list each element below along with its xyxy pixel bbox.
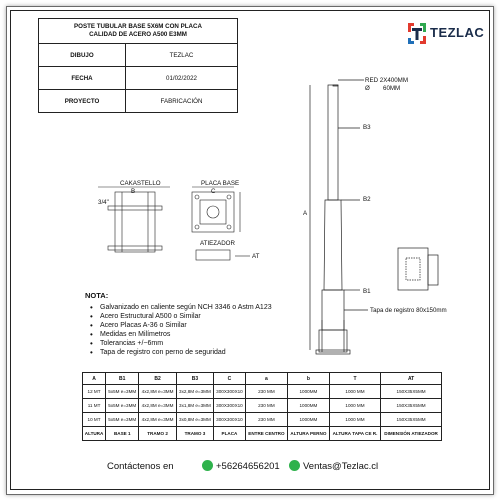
table-cell: 3x0,8M e=3MM	[176, 413, 213, 427]
col-a: A	[83, 373, 106, 385]
footer-cell: ALTURA	[83, 427, 106, 441]
spec-table	[82, 372, 442, 441]
proyecto-key: PROYECTO	[39, 90, 126, 113]
b2-label: B2	[363, 196, 371, 203]
col-a-small: a	[245, 373, 287, 385]
contact-label: Contáctenos en	[107, 461, 174, 472]
b3-label: B3	[363, 124, 371, 131]
d-label: 3/4"	[98, 199, 109, 206]
table-cell: 5x5M e=3MM	[106, 399, 139, 413]
fecha-value: 01/02/2022	[126, 67, 238, 90]
table-cell: 300X300X10	[214, 399, 246, 413]
fecha-key: FECHA	[39, 67, 126, 90]
footer-cell: BASE 1	[106, 427, 139, 441]
table-cell: 12 MT	[83, 385, 106, 399]
note-item: • Tapa de registro con perno de seguridad	[90, 348, 272, 357]
table-cell: 150X35X5MM	[381, 413, 442, 427]
table-row	[83, 399, 442, 413]
table-cell: 5x5M e=3MM	[106, 385, 139, 399]
table-row	[83, 385, 442, 399]
footer-cell: PLACA	[214, 427, 246, 441]
table-cell: 300X300X10	[214, 413, 246, 427]
col-b2: B2	[139, 373, 176, 385]
b1-label: B1	[363, 288, 371, 295]
note-item: • Tolerancias +/−6mm	[90, 339, 272, 348]
footer-cell: TRAMO 2	[139, 427, 176, 441]
table-cell: 3x1,8M e=3MM	[176, 399, 213, 413]
note-item: • Acero Estructural A500 o Similar	[90, 312, 272, 321]
table-cell: 230 MM	[245, 385, 287, 399]
col-b1: B1	[106, 373, 139, 385]
red-label: RED 2X400MM	[365, 77, 408, 84]
footer-cell: ALTURA TAPA CE R.	[329, 427, 380, 441]
note-item: • Acero Placas A-36 o Similar	[90, 321, 272, 330]
whatsapp-icon	[202, 460, 213, 471]
notes-list	[90, 303, 272, 357]
table-cell: 150X35X5MM	[381, 399, 442, 413]
atiezador-label: ATIEZADOR	[200, 240, 235, 247]
dibujo-value: TEZLAC	[126, 44, 238, 67]
table-cell: 5x5M e=3MM	[106, 413, 139, 427]
logo-text: TEZLAC	[430, 25, 485, 40]
table-cell: 1000MM	[287, 413, 329, 427]
table-cell: 3x2,8M e=3MM	[176, 385, 213, 399]
note-item: • Medidas en Milímetros	[90, 330, 272, 339]
tapa-label: Tapa de registro 80x150mm	[370, 307, 447, 314]
proyecto-value: FABRICACIÓN	[126, 90, 238, 113]
note-item: • Galvanizado en caliente según NCH 3346 o Astm A123	[90, 303, 272, 312]
col-t: T	[329, 373, 380, 385]
col-b-small: b	[287, 373, 329, 385]
table-cell: 150X35X5MM	[381, 385, 442, 399]
notes-title: NOTA:	[85, 291, 109, 300]
table-cell: 10 MT	[83, 413, 106, 427]
table-cell: 230 MM	[245, 413, 287, 427]
table-cell: 1000MM	[287, 385, 329, 399]
whatsapp-icon	[289, 460, 300, 471]
table-cell: 1000 MM	[329, 385, 380, 399]
title-line-2: CALIDAD DE ACERO A500 E3MM	[89, 31, 187, 38]
diam-symbol: Ø	[365, 85, 370, 92]
col-at: AT	[381, 373, 442, 385]
table-cell: 1000MM	[287, 399, 329, 413]
table-footer-row	[83, 427, 442, 441]
placa-base-label: PLACA BASE	[201, 180, 240, 187]
title-line-1: POSTE TUBULAR BASE 5X6M CON PLACA	[74, 23, 202, 30]
footer-cell: DIMENSIÓN ATIEZADOR	[381, 427, 442, 441]
c-label: C	[211, 188, 216, 195]
table-cell: 4x2,8M e=3MM	[139, 385, 176, 399]
footer-cell: ENTRE CENTRO	[245, 427, 287, 441]
col-c: C	[214, 373, 246, 385]
at-label: AT	[252, 253, 260, 260]
diam-value: 60MM	[383, 85, 401, 92]
table-cell: 230 MM	[245, 399, 287, 413]
table-cell: 4x2,8M e=3MM	[139, 413, 176, 427]
table-cell: 300X300X10	[214, 385, 246, 399]
table-row	[83, 413, 442, 427]
contact-phone[interactable]: +56264656201	[216, 461, 280, 472]
footer-cell: TRAMO 3	[176, 427, 213, 441]
dibujo-key: DIBUJO	[39, 44, 126, 67]
table-cell: 11 MT	[83, 399, 106, 413]
contact-email[interactable]: Ventas@Tezlac.cl	[303, 461, 379, 472]
b-label: B	[131, 188, 136, 195]
table-cell: 1000 MM	[329, 413, 380, 427]
a-label: A	[303, 210, 308, 217]
col-b3: B3	[176, 373, 213, 385]
footer-cell: ALTURA PERNO	[287, 427, 329, 441]
table-cell: 1000 MM	[329, 399, 380, 413]
table-cell: 4x2,8M e=3MM	[139, 399, 176, 413]
cakastello-label: CAKASTELLO	[120, 180, 161, 187]
